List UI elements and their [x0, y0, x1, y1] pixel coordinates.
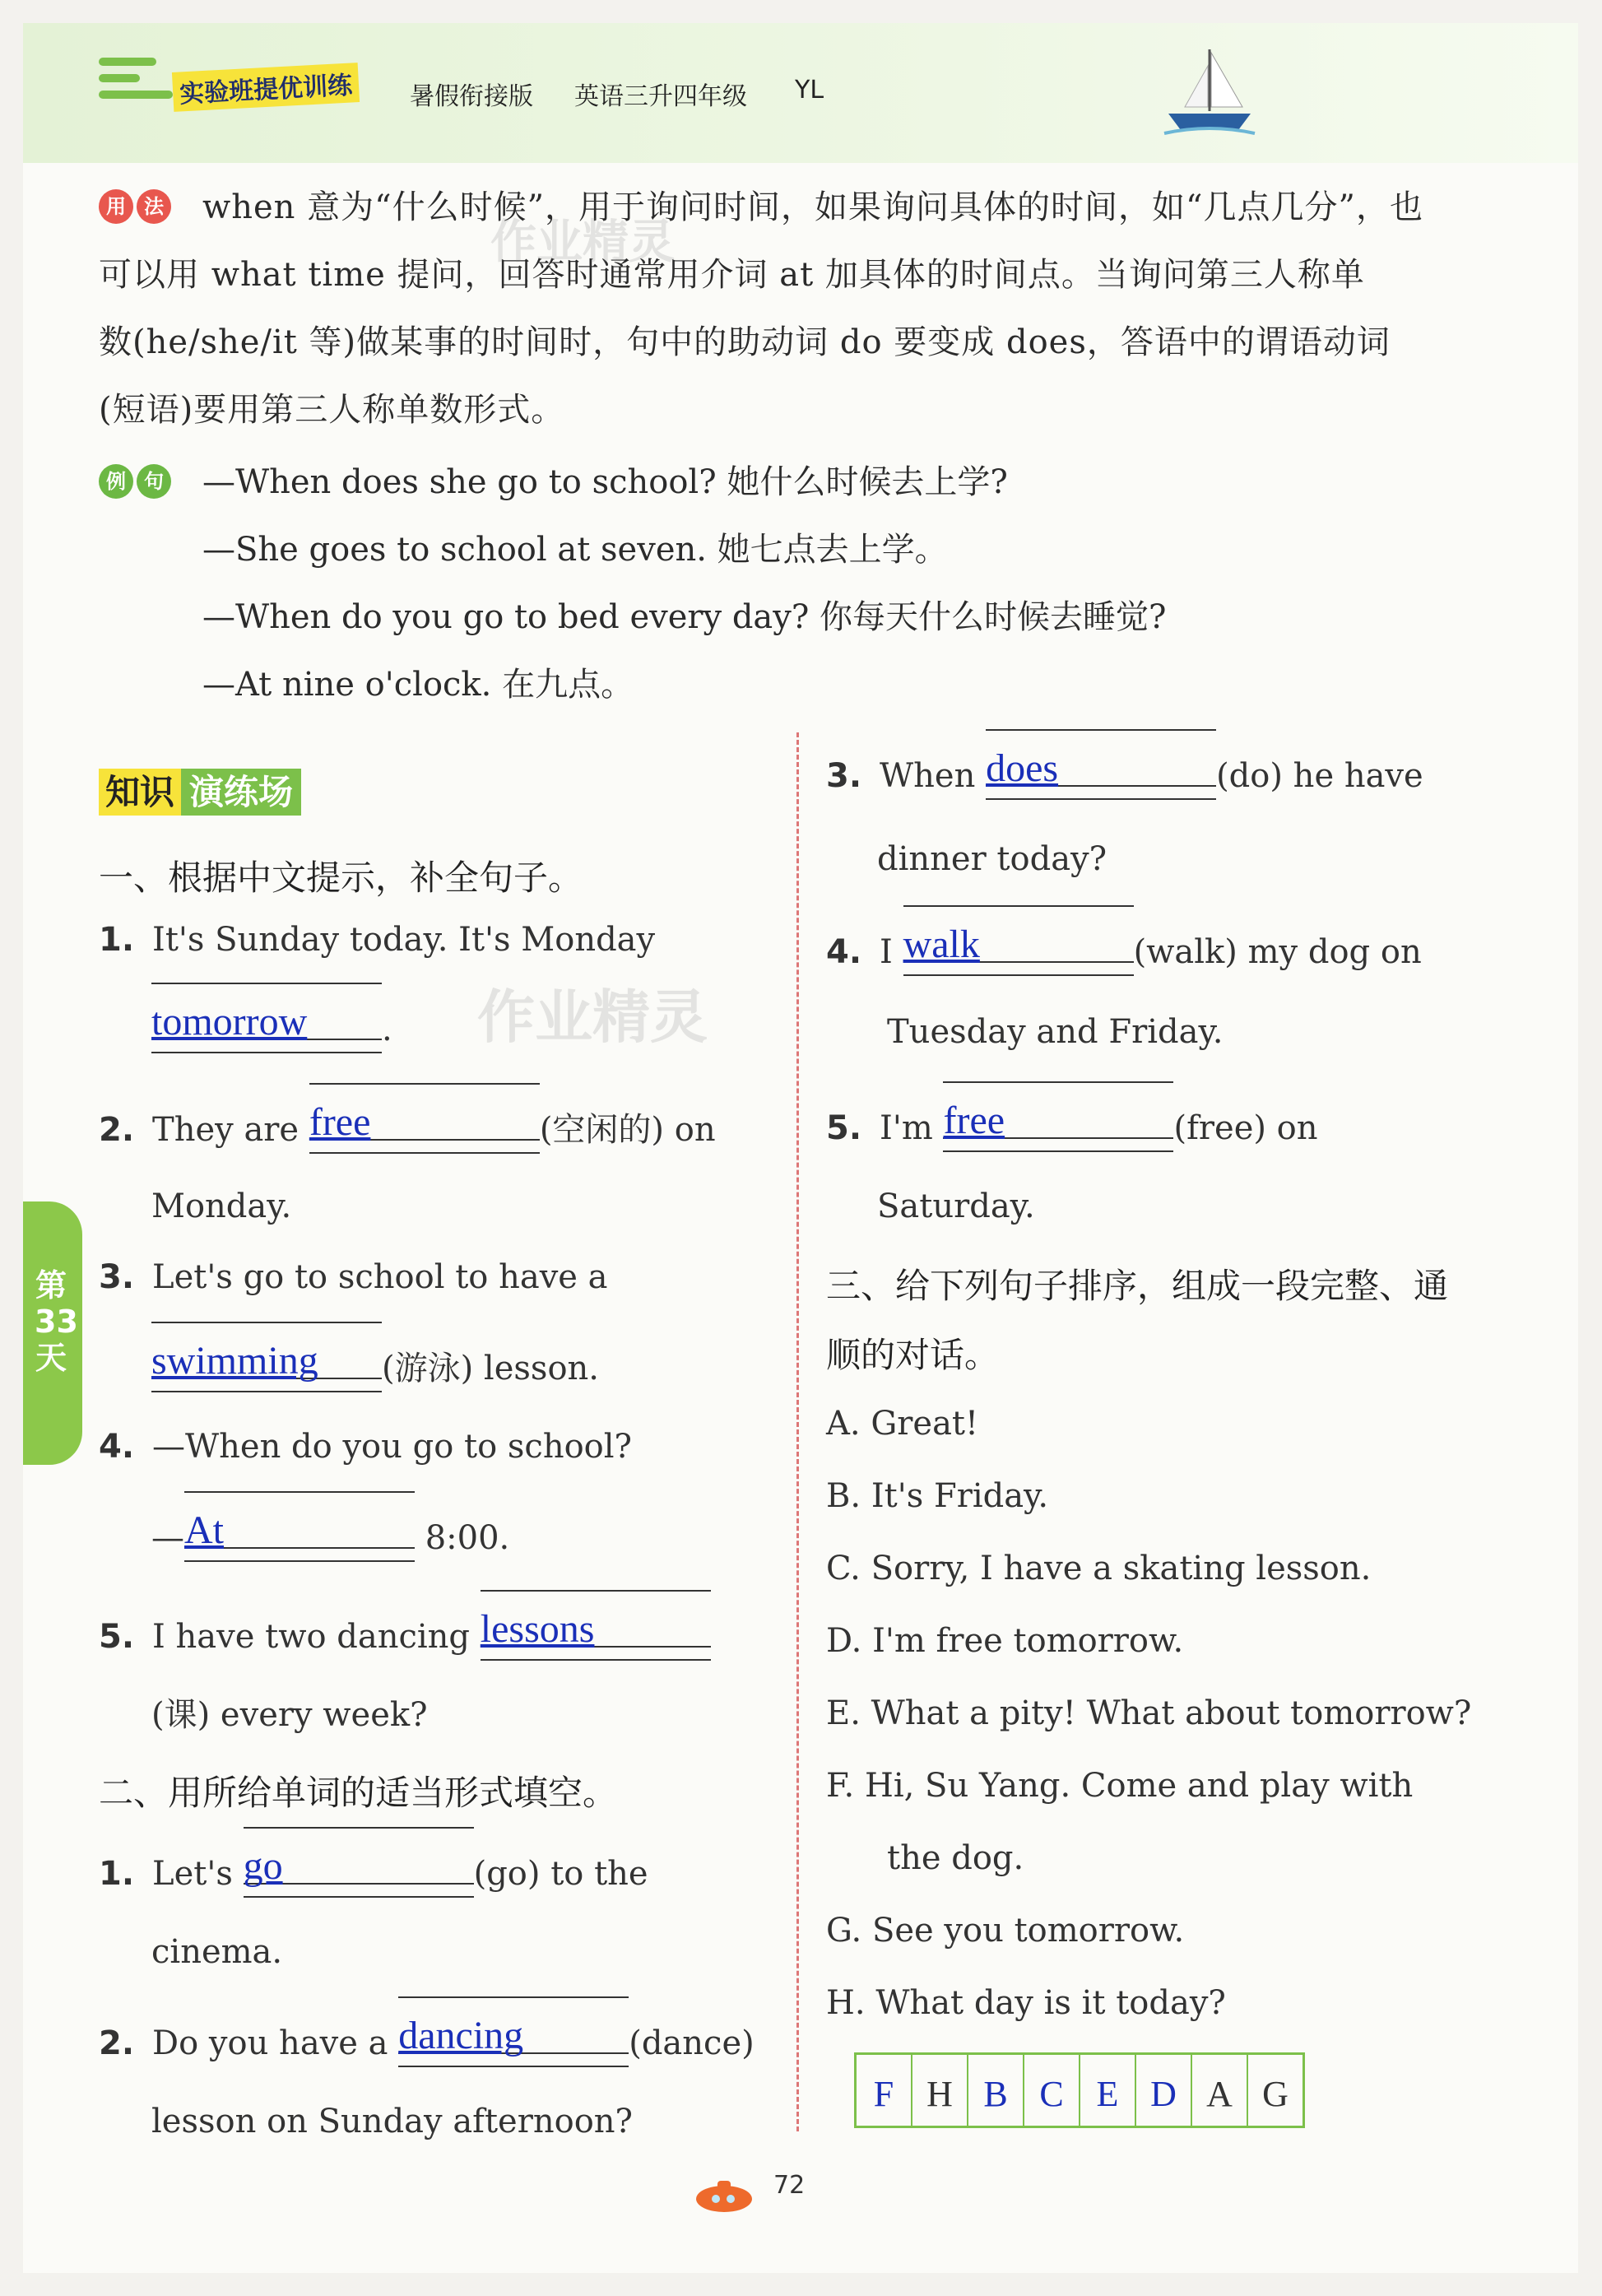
p2-q3-line2: dinner today?	[877, 840, 1107, 878]
p2-q4-line2: Tuesday and Friday.	[887, 1013, 1224, 1051]
p1-q2: 2. They are free (空闲的) on	[99, 1100, 716, 1149]
sailboat-icon	[1160, 41, 1259, 140]
p1-q1-blank-line: tomorrow .	[151, 1000, 392, 1048]
day-side-tab: 第33天	[23, 1201, 82, 1465]
order-cell[interactable]: H	[912, 2055, 968, 2126]
part3-title-line2: 顺的对话。	[826, 1335, 1000, 1375]
option-d: D. I'm free tomorrow.	[826, 1622, 1184, 1660]
usage-line-4: (短语)要用第三人称单数形式。	[99, 391, 565, 429]
answer-blank[interactable]: tomorrow	[151, 1006, 382, 1040]
p1-q4: 4. —When do you go to school?	[99, 1428, 632, 1466]
p2-q2: 2. Do you have a dancing (dance)	[99, 2014, 755, 2062]
order-cell[interactable]: G	[1262, 2074, 1289, 2114]
option-g: G. See you tomorrow.	[826, 1912, 1185, 1950]
order-cell[interactable]: D	[1136, 2055, 1192, 2126]
answer-blank[interactable]: free	[943, 1104, 1173, 1139]
p2-q1-line2: cinema.	[151, 1933, 283, 1971]
usage-tag: 用 法	[99, 189, 174, 224]
p2-q5-line2: Saturday.	[877, 1188, 1035, 1225]
watermark: 作业精灵	[477, 983, 708, 1051]
example-line-4: —At nine o'clock. 在九点。	[202, 666, 634, 704]
option-b: B. It's Friday.	[826, 1477, 1049, 1515]
part2-title: 二、用所给单词的适当形式填空。	[99, 1773, 618, 1813]
answer-order-grid	[854, 2052, 1305, 2128]
subject-label: 英语三升四年级	[574, 82, 747, 111]
example-line-2: —She goes to school at seven. 她七点去上学。	[202, 531, 948, 569]
header-decoration	[99, 58, 173, 107]
answer-blank[interactable]: free	[309, 1106, 540, 1141]
p2-q4: 4. I walk (walk) my dog on	[826, 923, 1422, 971]
p2-q3: 3. When does (do) he have	[826, 746, 1423, 795]
p1-q5: 5. I have two dancing lessons	[99, 1613, 711, 1653]
p1-q3: 3. Let's go to school to have a	[99, 1258, 608, 1296]
option-e: E. What a pity! What about tomorrow?	[826, 1694, 1472, 1732]
part1-title: 一、根据中文提示，补全句子。	[99, 858, 583, 898]
series-title: 实验班提优训练	[172, 63, 360, 112]
example-line-1: —When does she go to school? 她什么时候去上学?	[202, 463, 1008, 501]
example-line-3: —When do you go to bed every day? 你每天什么时候去睡觉?	[202, 598, 1167, 636]
usage-line-1: when 意为“什么时候”，用于询问时间，如果询问具体的时间，如“几点几分”，也	[202, 188, 1423, 226]
p1-q5-line2: (课) every week?	[151, 1696, 428, 1734]
option-c: C. Sorry, I have a skating lesson.	[826, 1550, 1372, 1587]
code-label: YL	[795, 76, 824, 105]
section-tag: 知识 演练场	[99, 765, 301, 815]
usage-line-3: 数(he/she/it 等)做某事的时间时，句中的助动词 do 要变成 does，答语中的谓语动词	[99, 323, 1391, 361]
answer-blank[interactable]: swimming	[151, 1345, 382, 1379]
p2-q2-line2: lesson on Sunday afternoon?	[151, 2103, 633, 2140]
column-divider	[796, 732, 799, 2131]
option-f-cont: the dog.	[887, 1839, 1024, 1877]
option-f: F. Hi, Su Yang. Come and play with	[826, 1767, 1414, 1805]
p1-q4-blank-line: — At 8:00.	[151, 1508, 510, 1557]
p2-q1: 1. Let's go (go) to the	[99, 1844, 648, 1893]
order-cell[interactable]: A	[1192, 2055, 1248, 2126]
order-cell[interactable]: B	[968, 2055, 1024, 2126]
usage-line-2: 可以用 what time 提问，回答时通常用介词 at 加具体的时间点。当询问第三人称单	[99, 256, 1365, 294]
answer-blank[interactable]: walk	[903, 928, 1134, 963]
submarine-icon	[691, 2173, 757, 2214]
p1-q3-blank-line: swimming (游泳) lesson.	[151, 1339, 600, 1387]
option-a: A. Great!	[826, 1405, 979, 1443]
order-cell[interactable]: E	[1080, 2055, 1136, 2126]
watermark: 作业精灵	[490, 216, 675, 269]
answer-blank[interactable]: dancing	[398, 2019, 629, 2054]
p1-q2-line2: Monday.	[151, 1188, 292, 1225]
answer-blank[interactable]: go	[244, 1850, 474, 1885]
answer-blank[interactable]: does	[986, 752, 1216, 787]
answer-blank[interactable]: At	[184, 1514, 415, 1549]
order-cell[interactable]: F	[857, 2055, 912, 2126]
option-h: H. What day is it today?	[826, 1984, 1226, 2022]
edition-label: 暑假衔接版	[410, 82, 533, 111]
example-tag: 例 句	[99, 464, 174, 499]
order-cell[interactable]: C	[1024, 2055, 1080, 2126]
part3-title-line1: 三、给下列句子排序，组成一段完整、通	[826, 1266, 1449, 1306]
p2-q5: 5. I'm free (free) on	[826, 1099, 1318, 1147]
p1-q1: 1. It's Sunday today. It's Monday	[99, 921, 656, 959]
page-number: 72	[773, 2171, 806, 2200]
answer-blank[interactable]: lessons	[481, 1613, 711, 1648]
